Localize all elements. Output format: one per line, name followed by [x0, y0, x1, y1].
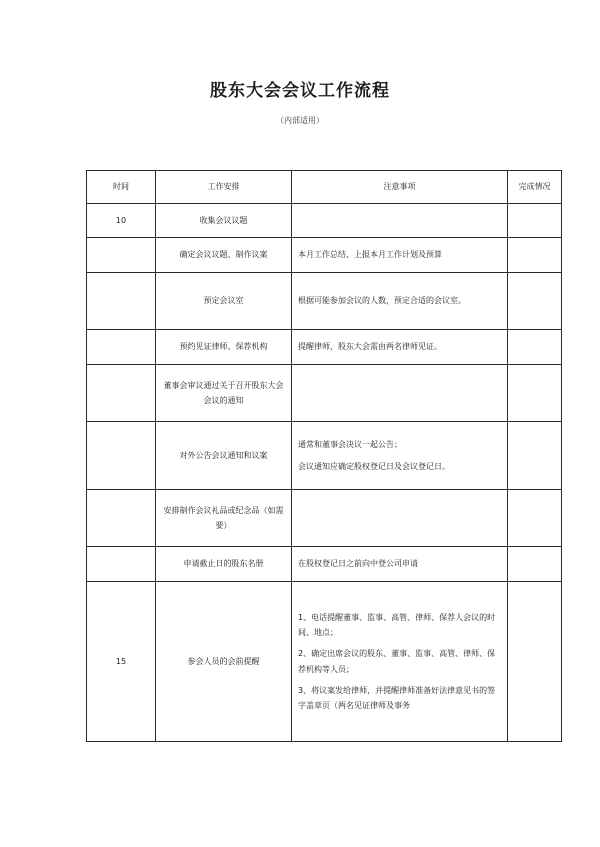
cell-task: 董事会审议通过关于召开股东大会会议的通知 [156, 365, 292, 422]
cell-done [508, 582, 562, 742]
cell-time: 15 [87, 582, 156, 742]
cell-done [508, 273, 562, 330]
header-done: 完成情况 [508, 171, 562, 204]
cell-done [508, 204, 562, 238]
cell-time [87, 238, 156, 273]
table-header-row [87, 171, 562, 204]
cell-time [87, 365, 156, 422]
cell-note [292, 204, 508, 238]
note-line: 根据可能参加会议的人数，预定合适的会议室。 [298, 296, 466, 306]
cell-note [292, 422, 508, 490]
header-note: 注意事项 [292, 171, 508, 204]
table-row [87, 204, 562, 238]
cell-note [292, 490, 508, 547]
note-line: 2、确定出席会议的股东、董事、监事、高管、律师、保荐机构等人员； [298, 649, 496, 674]
cell-time [87, 330, 156, 365]
table-row [87, 365, 562, 422]
cell-done [508, 547, 562, 582]
table-row [87, 330, 562, 365]
header-task: 工作安排 [156, 171, 292, 204]
note-line: 3、将议案发给律师，并提醒律师准备好法律意见书的签字盖章页（两名见证律师及事务 [298, 685, 496, 710]
cell-note [292, 365, 508, 422]
table-row [87, 238, 562, 273]
table-row [87, 547, 562, 582]
cell-time [87, 273, 156, 330]
header-time: 时间 [87, 171, 156, 204]
table-row [87, 273, 562, 330]
cell-note [292, 330, 508, 365]
document-subtitle: （内部适用） [276, 116, 324, 125]
cell-task: 收集会议议题 [156, 204, 292, 238]
cell-time [87, 547, 156, 582]
workflow-table [86, 170, 562, 742]
cell-time [87, 422, 156, 490]
cell-note [292, 273, 508, 330]
cell-task: 预定会议室 [156, 273, 292, 330]
cell-done [508, 365, 562, 422]
cell-note [292, 547, 508, 582]
cell-done [508, 422, 562, 490]
table-row [87, 490, 562, 547]
cell-note [292, 238, 508, 273]
cell-time: 10 [87, 204, 156, 238]
table-row [87, 422, 562, 490]
cell-time [87, 490, 156, 547]
cell-done [508, 238, 562, 273]
note-line: 本月工作总结、上报本月工作计划及预算 [298, 250, 442, 260]
document-title: 股东大会会议工作流程 [210, 81, 390, 101]
cell-task: 申请截止日的股东名册 [156, 547, 292, 582]
cell-task: 参会人员的会前提醒 [156, 582, 292, 742]
cell-task: 确定会议议题、制作议案 [156, 238, 292, 273]
cell-task: 安排制作会议礼品或纪念品（如需要） [156, 490, 292, 547]
table-body [87, 204, 562, 742]
note-line: 在股权登记日之前向中登公司申请 [298, 559, 418, 569]
note-line: 提醒律师，股东大会需由两名律师见证。 [298, 342, 442, 352]
note-line: 通常和董事会决议一起公告； [298, 440, 402, 450]
cell-task: 预约见证律师、保荐机构 [156, 330, 292, 365]
table-row [87, 582, 562, 742]
cell-done [508, 330, 562, 365]
cell-task: 对外公告会议通知和议案 [156, 422, 292, 490]
note-line: 1、电话提醒董事、监事、高管、律师、保荐人会议的时间、地点； [298, 612, 496, 638]
cell-done [508, 490, 562, 547]
note-line: 会议通知应确定股权登记日及会议登记日。 [298, 461, 450, 471]
cell-note [292, 582, 508, 742]
